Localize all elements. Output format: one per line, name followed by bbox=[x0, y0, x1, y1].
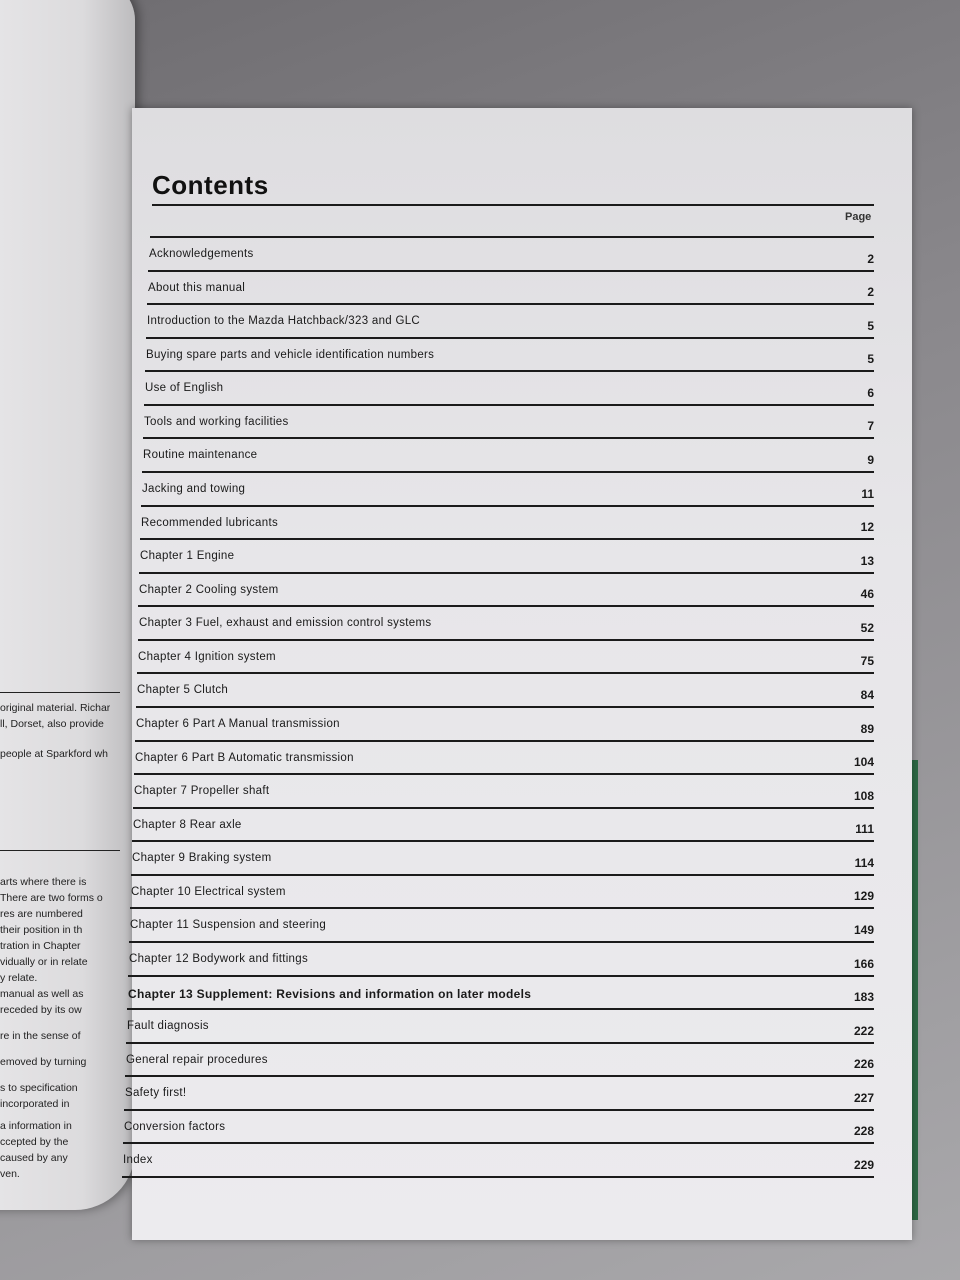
left-page-line: incorporated in bbox=[0, 1098, 70, 1110]
left-page-line: ccepted by the bbox=[0, 1136, 69, 1148]
contents-entry-label: Chapter 7 Propeller shaft bbox=[134, 785, 270, 798]
contents-entry-page: 7 bbox=[867, 419, 874, 434]
contents-entry-page: 12 bbox=[860, 520, 874, 535]
contents-entry-label: Chapter 8 Rear axle bbox=[133, 818, 242, 831]
contents-row-rule bbox=[140, 538, 874, 540]
left-page-line: caused by any bbox=[0, 1152, 68, 1164]
contents-entry-label: Chapter 6 Part A Manual transmission bbox=[136, 718, 340, 730]
contents-entry-page: 46 bbox=[860, 587, 874, 602]
contents-entry-label: Chapter 10 Electrical system bbox=[131, 885, 286, 898]
contents-row-rule bbox=[137, 672, 874, 674]
contents-entry-label: Acknowledgements bbox=[149, 248, 254, 260]
contents-entry-label: Fault diagnosis bbox=[127, 1020, 209, 1033]
contents-row-rule bbox=[138, 639, 874, 641]
contents-entry-page: 5 bbox=[867, 352, 874, 367]
left-page bbox=[0, 0, 135, 1210]
contents-row-rule bbox=[141, 505, 874, 507]
contents-entry-page: 229 bbox=[853, 1158, 874, 1172]
contents-entry-page: 108 bbox=[853, 788, 874, 803]
contents-entry-page: 11 bbox=[861, 486, 874, 501]
contents-entry-label: Chapter 9 Braking system bbox=[132, 852, 272, 865]
left-page-line: receded by its ow bbox=[0, 1004, 82, 1016]
contents-row-rule bbox=[143, 437, 874, 439]
page-column-header: Page bbox=[845, 211, 872, 223]
cover-edge bbox=[912, 760, 918, 1220]
left-page-line: res are numbered bbox=[0, 908, 83, 920]
contents-entry-label: Chapter 13 Supplement: Revisions and information on later models bbox=[128, 986, 532, 1001]
contents-row-rule bbox=[131, 874, 874, 876]
contents-entry-label: Chapter 1 Engine bbox=[140, 550, 235, 563]
contents-entry-page: 149 bbox=[853, 923, 874, 937]
contents-entry-label: Chapter 3 Fuel, exhaust and emission control systems bbox=[139, 617, 432, 630]
left-page-line: s to specification bbox=[0, 1082, 78, 1094]
contents-entry-label: Routine maintenance bbox=[143, 449, 258, 462]
left-page-line: ven. bbox=[0, 1168, 20, 1180]
contents-row-rule bbox=[128, 975, 874, 977]
contents-row-rule bbox=[139, 572, 874, 574]
contents-entry-label: Chapter 2 Cooling system bbox=[139, 583, 279, 596]
contents-row-rule bbox=[126, 1042, 874, 1044]
contents-row-rule bbox=[138, 605, 874, 607]
contents-entry-label: Chapter 5 Clutch bbox=[137, 684, 229, 697]
left-page-line: y relate. bbox=[0, 972, 38, 984]
contents-row-rule bbox=[134, 773, 874, 775]
contents-row-rule bbox=[148, 270, 874, 272]
contents-entry-label: Jacking and towing bbox=[142, 483, 246, 495]
contents-entry-page: 2 bbox=[867, 285, 874, 300]
contents-row-rule bbox=[127, 1008, 874, 1010]
contents-row-rule bbox=[132, 840, 874, 842]
contents-row-rule bbox=[147, 303, 874, 305]
left-page-line: arts where there is bbox=[0, 876, 87, 888]
left-page-line: people at Sparkford wh bbox=[0, 748, 108, 760]
contents-row-rule bbox=[136, 706, 874, 708]
left-page-line: There are two forms o bbox=[0, 892, 103, 904]
contents-entry-label: Recommended lubricants bbox=[141, 516, 278, 529]
contents-list bbox=[123, 108, 912, 1240]
contents-entry-label: Chapter 4 Ignition system bbox=[138, 650, 276, 663]
left-page-line: ll, Dorset, also provide bbox=[0, 718, 104, 730]
contents-entry-label: Safety first! bbox=[125, 1087, 187, 1100]
contents-row-rule bbox=[124, 1109, 874, 1111]
contents-row-rule bbox=[135, 740, 874, 742]
title-rule bbox=[152, 204, 874, 206]
left-page-line: re in the sense of bbox=[0, 1030, 81, 1042]
contents-entry-label: Tools and working facilities bbox=[144, 415, 289, 428]
contents-entry-page: 129 bbox=[853, 889, 874, 904]
contents-entry-page: 114 bbox=[854, 855, 874, 870]
contents-entry-page: 5 bbox=[867, 318, 874, 333]
contents-row-rule bbox=[125, 1075, 874, 1077]
left-page-line: vidually or in relate bbox=[0, 956, 88, 968]
contents-entry-page: 9 bbox=[867, 453, 874, 467]
left-page-line: a information in bbox=[0, 1120, 72, 1132]
contents-entry-label: Conversion factors bbox=[124, 1120, 226, 1133]
contents-entry-page: 228 bbox=[853, 1124, 874, 1139]
contents-row-rule bbox=[146, 337, 874, 339]
contents-entry-label: About this manual bbox=[148, 281, 246, 294]
contents-entry-label: Chapter 12 Bodywork and fittings bbox=[129, 953, 308, 965]
contents-entry-page: 75 bbox=[860, 654, 874, 669]
left-page-line: tration in Chapter bbox=[0, 940, 81, 952]
contents-row-rule bbox=[123, 1142, 874, 1144]
contents-row-rule bbox=[133, 807, 874, 809]
contents-entry-label: Buying spare parts and vehicle identification numbers bbox=[146, 348, 435, 361]
contents-entry-page: 84 bbox=[860, 688, 874, 702]
left-page-line: original material. Richar bbox=[0, 702, 110, 714]
contents-entry-page: 166 bbox=[853, 956, 874, 971]
contents-entry-page: 52 bbox=[860, 620, 874, 635]
contents-row-rule bbox=[142, 471, 874, 473]
contents-entry-label: General repair procedures bbox=[126, 1053, 268, 1066]
contents-entry-label: Use of English bbox=[145, 382, 224, 395]
contents-entry-page: 222 bbox=[853, 1023, 874, 1038]
contents-row-rule bbox=[122, 1176, 874, 1178]
contents-entry-page: 183 bbox=[853, 990, 874, 1005]
contents-entry-page: 226 bbox=[853, 1057, 874, 1072]
contents-entry-page: 2 bbox=[867, 251, 874, 266]
contents-entry-label: Chapter 11 Suspension and steering bbox=[130, 919, 327, 932]
left-page-line: emoved by turning bbox=[0, 1056, 87, 1068]
contents-entry-page: 227 bbox=[853, 1090, 874, 1105]
contents-entry-page: 6 bbox=[867, 385, 874, 400]
header-rule bbox=[150, 236, 874, 238]
left-divider bbox=[0, 692, 120, 693]
contents-entry-page: 111 bbox=[855, 822, 874, 837]
contents-row-rule bbox=[144, 404, 874, 406]
contents-entry-label: Index bbox=[123, 1154, 153, 1167]
contents-row-rule bbox=[129, 941, 874, 943]
contents-entry-label: Introduction to the Mazda Hatchback/323 and GLC bbox=[147, 315, 421, 328]
contents-entry-page: 13 bbox=[860, 553, 874, 568]
contents-row-rule bbox=[130, 907, 874, 909]
left-page-line: their position in th bbox=[0, 924, 83, 936]
left-divider bbox=[0, 850, 120, 851]
page-title: Contents bbox=[152, 170, 269, 200]
contents-page bbox=[123, 108, 912, 1240]
contents-entry-page: 104 bbox=[853, 755, 874, 770]
left-page-line: manual as well as bbox=[0, 988, 84, 1000]
contents-row-rule bbox=[145, 370, 874, 372]
contents-entry-page: 89 bbox=[860, 721, 874, 736]
contents-entry-label: Chapter 6 Part B Automatic transmission bbox=[135, 751, 354, 764]
